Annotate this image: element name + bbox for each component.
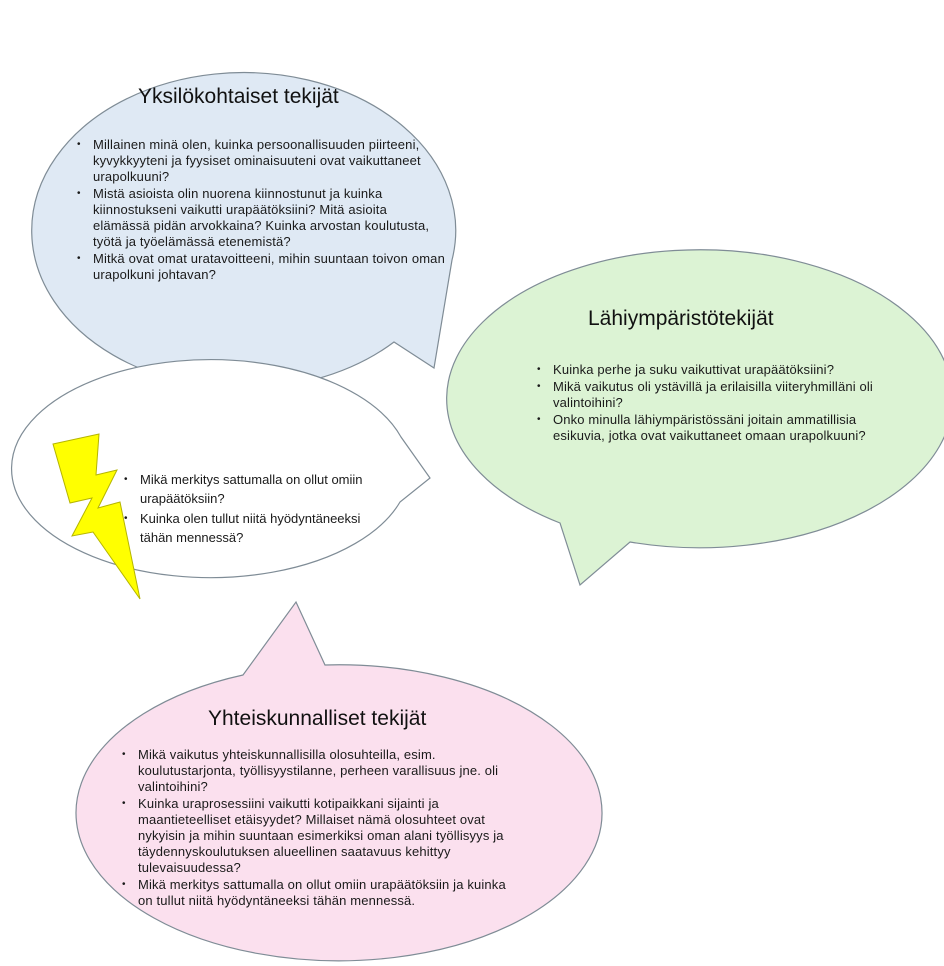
list-item: • Millainen minä olen, kuinka persoonallisuuden piirteeni, kyvykkyyteni ja fyysiset ominaisuuteni ovat vaikuttaneet urapolkuuni? [75, 137, 445, 185]
list-item: • Kuinka perhe ja suku vaikuttivat urapäätöksiini? [535, 362, 880, 378]
list-item: • Kuinka olen tullut niitä hyödyntäneeksi tähän mennessä? [122, 509, 367, 547]
list-item: • Mitkä ovat omat uratavoitteeni, mihin suuntaan toivon oman urapolkuni johtavan? [75, 251, 445, 283]
list-item: • Mikä vaikutus yhteiskunnallisilla olosuhteilla, esim. koulutustarjonta, työllisyystilanne, perheen varallisuus jne. oli valintoihini? [120, 747, 520, 795]
environment-list [535, 362, 880, 445]
chance-list [122, 470, 367, 548]
list-item: • Kuinka uraprosessiini vaikutti kotipaikkani sijainti ja maantieteelliset etäisyydet? Millaiset nämä olosuhteet ovat nykyisin ja mihin suuntaan esimerkiksi oman alani työllisyys ja täydennyskoulutuksen alueellinen saatavuus kehittyy tulevaisuudessa? [120, 796, 520, 876]
society-title: Yhteiskunnalliset tekijät [208, 707, 427, 730]
list-item: • Onko minulla lähiympäristössäni joitain ammatillisia esikuvia, jotka ovat vaikuttaneet omaan urapolkuuni? [535, 412, 880, 444]
list-item: • Mikä merkitys sattumalla on ollut omiin urapäätöksiin? [122, 470, 367, 508]
list-item: • Mistä asioista olin nuorena kiinnostunut ja kuinka kiinnostukseni vaikutti urapäätöksiini? Mitä asioita elämässä pidän arvokkaina? Kuinka arvostan koulutusta, työtä ja työelämässä etenemistä? [75, 186, 445, 250]
society-list [120, 747, 520, 910]
individual-list [75, 137, 445, 284]
individual-title: Yksilökohtaiset tekijät [138, 85, 339, 108]
list-item: • Mikä vaikutus oli ystävillä ja erilaisilla viiteryhmilläni oli valintoihini? [535, 379, 880, 411]
environment-title: Lähiympäristötekijät [588, 307, 774, 330]
list-item: • Mikä merkitys sattumalla on ollut omiin urapäätöksiin ja kuinka on tullut niitä hyödyntäneeksi tähän mennessä. [120, 877, 520, 909]
